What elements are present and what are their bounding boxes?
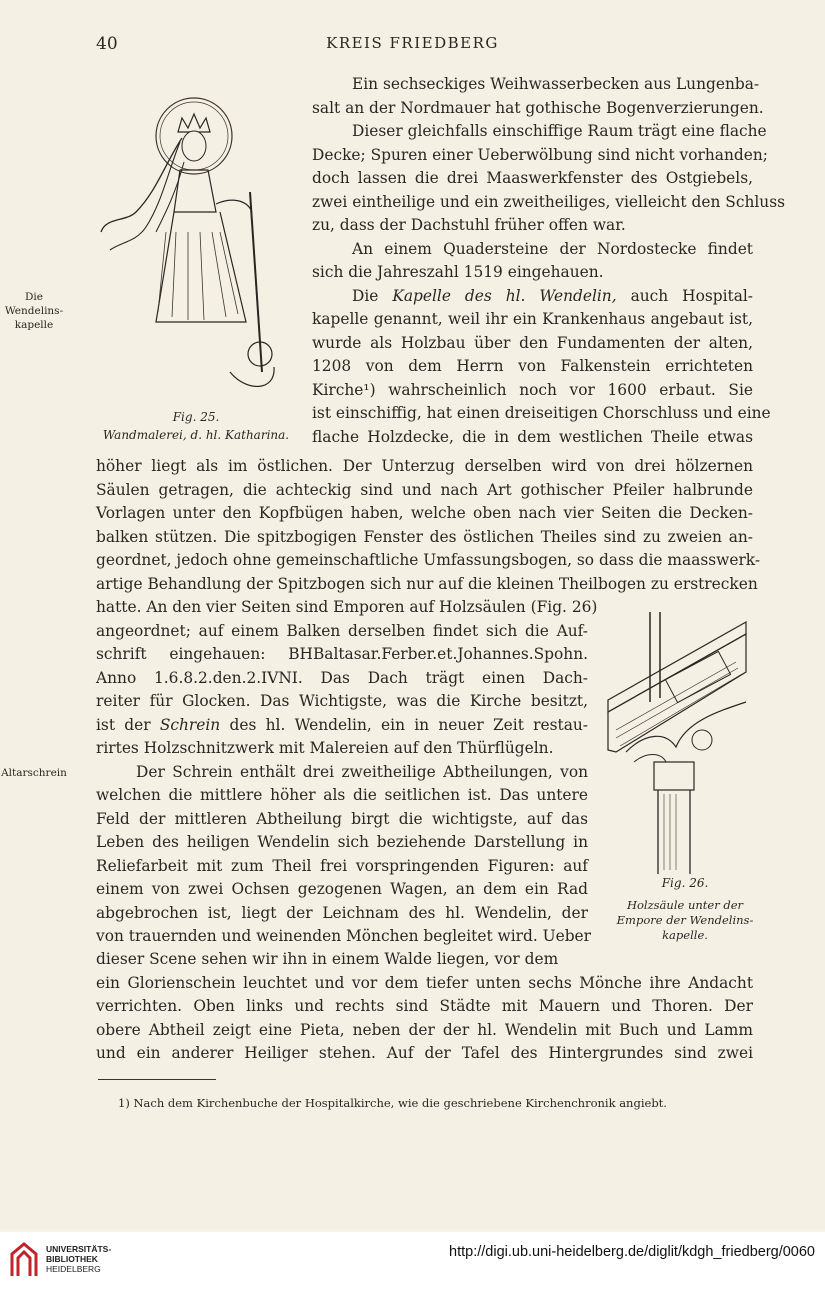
text-line: obere Abtheil zeigt eine Pieta, neben der der hl. Wendelin mit Buch und Lamm xyxy=(96,1020,753,1039)
text-line-schrein xyxy=(96,714,588,738)
permalink-url[interactable]: http://digi.ub.uni-heidelberg.de/diglit/kdgh_friedberg/0060 xyxy=(449,1244,815,1260)
text-line: höher liegt als im östlichen. Der Unterzug derselben wird von drei hölzernen xyxy=(96,457,753,475)
text-block-left xyxy=(96,596,598,949)
text-line: Decke; Spuren einer Ueberwölbung sind nicht vorhanden; xyxy=(312,145,768,164)
text-line: zu, dass der Dachstuhl früher offen war. xyxy=(312,216,626,234)
text-line: einem von zwei Ochsen gezogenen Wagen, an dem ein Rad xyxy=(96,880,588,898)
text-line: Dieser gleichfalls einschiffige Raum trägt eine flache xyxy=(352,122,767,140)
text-line: welchen die mittlere höher als die seitlichen ist. Das untere xyxy=(96,786,588,804)
text-line: Der Schrein enthält drei zweitheilige Abtheilungen, von xyxy=(136,762,588,781)
text-line: verrichten. Oben links und rechts sind Städte mit Mauern und Thoren. Der xyxy=(96,997,753,1015)
text-line: sich die Jahreszahl 1519 eingehauen. xyxy=(312,263,604,281)
schrein-word: Schrein xyxy=(159,715,221,734)
text-fragment: auch Hospital- xyxy=(616,286,754,305)
fig25-caption: Wandmalerei, d. hl. Katharina. xyxy=(102,428,290,442)
fig26-label: Fig. 26. xyxy=(661,876,709,890)
text-line: Anno 1.6.8.2.den.2.IVNI. Das Dach trägt einen Dach- xyxy=(96,668,588,687)
text-line: von trauernden und weinenden Mönchen begleitet wird. Ueber xyxy=(96,927,592,945)
text-line: An einem Quadersteine der Nordostecke findet xyxy=(352,239,753,258)
margin-note-wendelinskapelle xyxy=(0,290,68,332)
text-line: ein Glorienschein leuchtet und vor dem tiefer unten sechs Mönche ihre Andacht xyxy=(96,973,753,992)
text-fragment: ist der xyxy=(96,715,160,734)
text-line: hatte. An den vier Seiten sind Emporen auf Holzsäulen (Fig. 26) xyxy=(96,598,598,616)
text-line: rirtes Holzschnitzwerk mit Malereien auf den Thürflügeln. xyxy=(96,739,554,757)
text-line: 1208 von dem Herrn von Falkenstein errichteten xyxy=(312,357,753,375)
text-line: Ein sechseckiges Weihwasserbecken aus Lungenba- xyxy=(352,75,760,93)
fig25-label: Fig. 25. xyxy=(172,410,220,424)
wendelin-chapel-title: Kapelle des hl. Wendelin, xyxy=(392,286,617,305)
page-number: 40 xyxy=(96,34,118,54)
text-line: ist einschiffig, hat einen dreiseitigen Chorschluss und eine xyxy=(312,404,771,422)
text-line: wurde als Holzbau über den Fundamenten der alten, xyxy=(312,333,753,352)
text-block-full xyxy=(96,455,761,596)
wooden-column-illustration xyxy=(606,612,756,874)
text-block-upper xyxy=(312,73,785,449)
text-line: artige Behandlung der Spitzbogen sich nur auf die kleinen Theilbogen zu erstrecken xyxy=(96,574,758,593)
library-name-line: UNIVERSITÄTS- xyxy=(46,1244,112,1254)
caption-line: kapelle. xyxy=(662,928,708,942)
text-line: balken stützen. Die spitzbogigen Fenster des östlichen Theiles sind zu zweien an- xyxy=(96,527,753,546)
text-block-lower xyxy=(96,948,753,1066)
footnote-divider xyxy=(98,1079,216,1080)
text-line: abgebrochen ist, liegt der Leichnam des hl. Wendelin, der xyxy=(96,903,588,922)
text-fragment: des hl. Wendelin, ein in neuer Zeit restau- xyxy=(220,715,588,734)
text-line: Reliefarbeit mit zum Theil frei vorspringenden Figuren: auf xyxy=(96,856,588,875)
caption-line: Holzsäule unter der xyxy=(626,898,744,912)
margin-note-line: kapelle xyxy=(14,319,54,331)
text-line: zwei eintheilige und ein zweitheiliges, vielleicht den Schluss xyxy=(312,192,785,211)
library-name-line: HEIDELBERG xyxy=(46,1264,101,1274)
library-name[interactable] xyxy=(46,1244,111,1274)
text-line: Kirche¹) wahrscheinlich noch vor 1600 erbaut. Sie xyxy=(312,380,753,399)
text-line: geordnet, jedoch ohne gemeinschaftliche Umfassungsbogen, so dass die maasswerk- xyxy=(96,551,761,569)
text-line: doch lassen die drei Maaswerkfenster des Ostgiebels, xyxy=(312,169,753,187)
text-line: kapelle genannt, weil ihr ein Krankenhaus angebaut ist, xyxy=(312,310,753,328)
text-line: Leben des heiligen Wendelin sich beziehende Darstellung in xyxy=(96,833,588,851)
text-line: angeordnet; auf einem Balken derselben findet sich die Auf- xyxy=(96,621,588,640)
text-line: flache Holzdecke, die in dem westlichen Theile etwas xyxy=(312,427,753,446)
logo-mark xyxy=(12,1244,36,1276)
footnote: 1) Nach dem Kirchenbuche der Hospitalkirche, wie die geschriebene Kirchenchronik angiebt. xyxy=(118,1096,667,1110)
text-line: Säulen getragen, die achteckig sind und nach Art gothischer Pfeiler halbrunde xyxy=(96,480,753,499)
university-library-logo-icon[interactable] xyxy=(8,1240,40,1278)
text-line: salt an der Nordmauer hat gothische Bogenverzierungen. xyxy=(312,98,764,117)
text-line: und ein anderer Heiliger stehen. Auf der Tafel des Hintergrundes sind zwei xyxy=(96,1044,753,1062)
text-line-wendelin xyxy=(312,285,753,309)
library-name-line: BIBLIOTHEK xyxy=(46,1254,98,1264)
text-line: dieser Scene sehen wir ihn in einem Walde liegen, vor dem xyxy=(96,950,559,968)
text-line: Vorlagen unter den Kopfbügen haben, welche oben nach vier Seiten die Decken- xyxy=(96,504,753,522)
fig26-caption xyxy=(590,898,780,943)
text-line: reiter für Glocken. Das Wichtigste, was die Kirche besitzt, xyxy=(96,692,588,710)
text-line: schrift eingehauen: BHBaltasar.Ferber.et.Johannes.Spohn. xyxy=(96,645,588,663)
text-fragment: Die xyxy=(352,286,393,305)
caption-line: Empore der Wendelins- xyxy=(616,913,754,927)
margin-note-line: Die Wendelins- xyxy=(4,291,64,317)
text-line: Feld der mittleren Abtheilung birgt die wichtigste, auf das xyxy=(96,809,588,828)
viewer-footer-bar xyxy=(0,1232,825,1290)
margin-note-altarschrein: Altarschrein xyxy=(1,767,67,779)
running-title: KREIS FRIEDBERG xyxy=(326,34,499,52)
saint-katharina-illustration xyxy=(96,92,276,402)
